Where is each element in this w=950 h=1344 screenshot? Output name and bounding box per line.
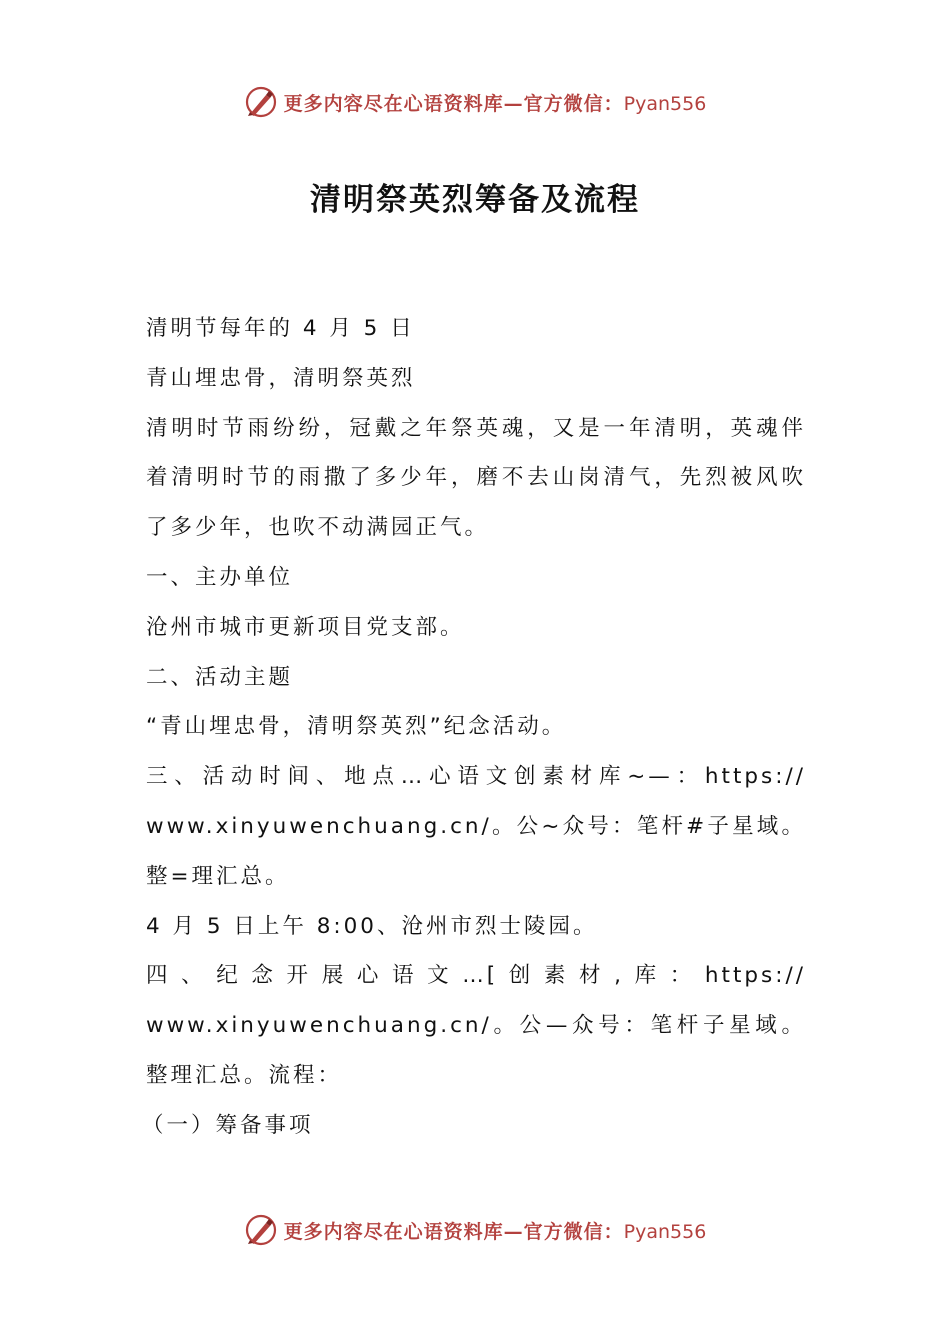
section-heading-theme: 二、活动主题 bbox=[146, 664, 294, 690]
paragraph-intro: 清明时节雨纷纷，冠戴之年祭英魂，又是一年清明，英魂伴着清明时节的雨撒了多少年，磨不去山岗清气，先烈被风吹了多少年，也吹不动满园正气。 bbox=[146, 415, 806, 541]
document-title: 清明祭英烈筹备及流程 bbox=[310, 182, 640, 218]
pen-logo-icon bbox=[244, 85, 278, 119]
footer-banner-text: 更多内容尽在心语资料库—官方微信：Pyan556 bbox=[283, 1220, 707, 1243]
paragraph-organizer: 沧州市城市更新项目党支部。 bbox=[146, 614, 465, 640]
document-body bbox=[142, 304, 806, 1151]
paragraph-date: 清明节每年的 4 月 5 日 bbox=[146, 316, 415, 341]
sub-heading-preparation: （一）筹备事项 bbox=[142, 1112, 314, 1138]
footer-wechat-id: Pyan556 bbox=[623, 1220, 707, 1243]
paragraph-watermark-2: www.xinyuwenchuang.cn/。公—众号：笔杆子星域。整理汇总。流程： bbox=[146, 1013, 806, 1088]
paragraph-slogan: 青山埋忠骨，清明祭英烈 bbox=[146, 365, 416, 391]
header-wechat-id: Pyan556 bbox=[623, 92, 707, 115]
section-heading-process: 四、纪念开展心语文…[创素材,库：https:// bbox=[146, 963, 806, 989]
paragraph-time-place: 4 月 5 日上午 8:00、沧州市烈士陵园。 bbox=[146, 913, 598, 939]
footer-banner bbox=[0, 1208, 950, 1252]
section-heading-organizer: 一、主办单位 bbox=[146, 564, 294, 590]
paragraph-watermark-1: www.xinyuwenchuang.cn/。公~众号：笔杆#子星域。整=理汇总。 bbox=[146, 813, 806, 889]
section-heading-time-place: 三、活动时间、地点…心语文创素材库~—：https:// bbox=[146, 764, 806, 790]
paragraph-theme: “青山埋忠骨，清明祭英烈”纪念活动。 bbox=[146, 714, 567, 740]
header-banner bbox=[0, 80, 950, 124]
pen-logo-icon bbox=[244, 1213, 278, 1247]
header-banner-text: 更多内容尽在心语资料库—官方微信：Pyan556 bbox=[283, 92, 707, 115]
